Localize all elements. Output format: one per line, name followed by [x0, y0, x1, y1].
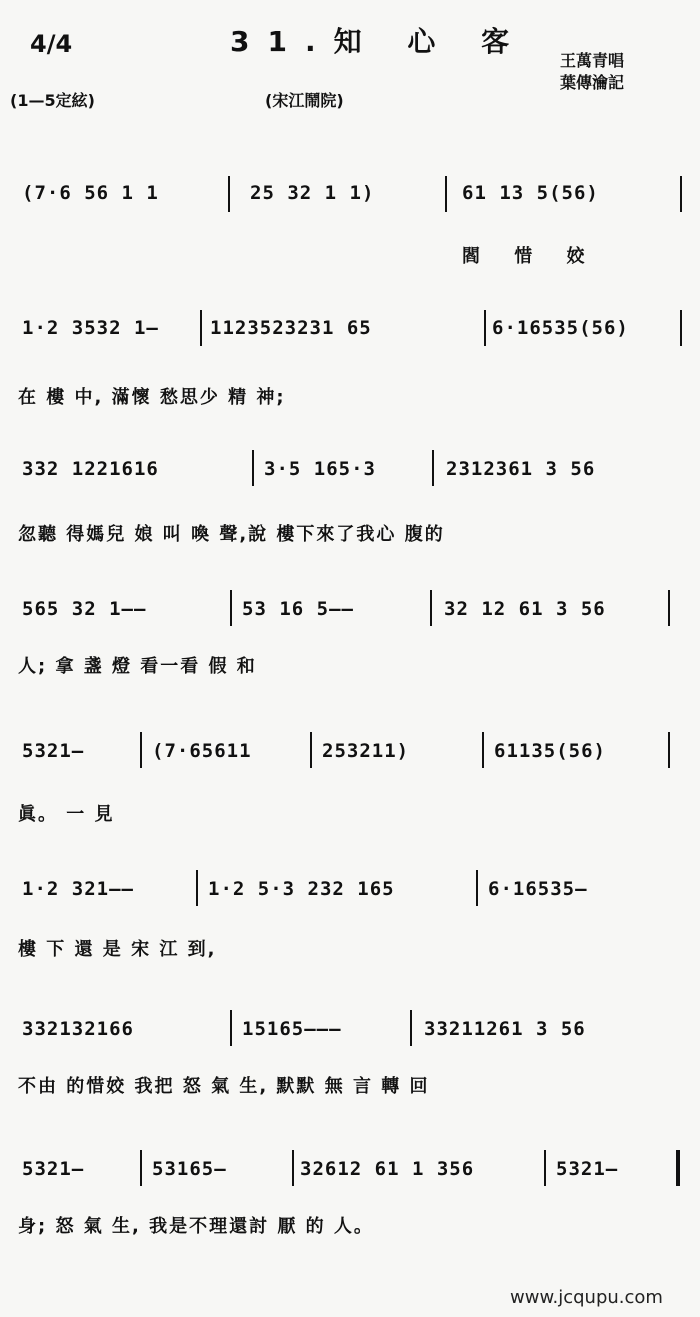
system-8-measure-1: 5321— — [22, 1158, 85, 1180]
system-4-lyrics: 人; 拿 盞 燈 看一看 假 和 — [18, 656, 257, 677]
credit-recorder: 葉傳瀹記 — [560, 73, 625, 92]
barline — [410, 1010, 412, 1046]
system-8-measure-3: 32612 61 1 356 — [300, 1158, 475, 1180]
barline — [200, 310, 202, 346]
system-7-lyrics: 不由 的惜姣 我把 怒 氣 生, 默默 無 言 轉 回 — [18, 1076, 430, 1097]
barline — [544, 1150, 546, 1186]
system-2-lyrics: 在 樓 中, 滿懷 愁思少 精 神; — [18, 387, 286, 408]
barline — [445, 176, 447, 212]
barline — [252, 450, 254, 486]
system-2-measure-3: 6·16535(56) — [492, 317, 629, 339]
subtitle: (宋江鬧院) — [265, 91, 344, 110]
watermark: www.jcqupu.com — [510, 1287, 663, 1308]
system-2-measure-1: 1·2 3532 1— — [22, 317, 159, 339]
system-8-lyrics: 身; 怒 氣 生, 我是不理還討 厭 的 人。 — [18, 1216, 374, 1237]
tuning-note: (1—5定絃) — [10, 91, 95, 110]
system-4-measure-3: 32 12 61 3 56 — [444, 598, 606, 620]
system-5-measure-4: 61135(56) — [494, 740, 606, 762]
barline — [432, 450, 434, 486]
system-7-measure-3: 33211261 3 56 — [424, 1018, 586, 1040]
system-6-lyrics: 樓 下 還 是 宋 江 到, — [18, 939, 217, 960]
system-1-lyrics: 閻 惜 姣 — [462, 246, 599, 267]
system-5-measure-2: (7·65611 — [152, 740, 252, 762]
final-barline — [676, 1150, 680, 1186]
system-7-measure-1: 332132166 — [22, 1018, 134, 1040]
system-8-measure-4: 5321— — [556, 1158, 619, 1180]
system-6-measure-2: 1·2 5·3 232 165 — [208, 878, 395, 900]
system-3-measure-3: 2312361 3 56 — [446, 458, 596, 480]
credit-singer: 王萬青唱 — [560, 51, 625, 70]
barline — [430, 590, 432, 626]
system-2-measure-2: 1123523231 65 — [210, 317, 372, 339]
system-3-lyrics: 忽聽 得媽兒 娘 叫 喚 聲,說 樓下來了我心 腹的 — [18, 524, 445, 545]
barline — [482, 732, 484, 768]
system-5-measure-3: 253211) — [322, 740, 410, 762]
barline — [292, 1150, 294, 1186]
barline — [680, 310, 682, 346]
system-1-measure-1: (7·6 56 1 1 — [22, 182, 159, 204]
time-signature: 4/4 — [30, 30, 73, 58]
system-4-measure-1: 565 32 1—— — [22, 598, 147, 620]
system-5-lyrics: 眞。 一 見 — [18, 804, 115, 825]
system-6-measure-3: 6·16535— — [488, 878, 588, 900]
barline — [196, 870, 198, 906]
barline — [680, 176, 682, 212]
system-6-measure-1: 1·2 321—— — [22, 878, 134, 900]
system-8-measure-2: 53165— — [152, 1158, 227, 1180]
system-3-measure-1: 332 1221616 — [22, 458, 159, 480]
system-4-measure-2: 53 16 5—— — [242, 598, 354, 620]
barline — [484, 310, 486, 346]
barline — [140, 732, 142, 768]
system-5-measure-1: 5321— — [22, 740, 85, 762]
system-1-measure-3: 61 13 5(56) — [462, 182, 599, 204]
system-7-measure-2: 15165——— — [242, 1018, 342, 1040]
barline — [140, 1150, 142, 1186]
barline — [230, 590, 232, 626]
system-1-measure-2: 25 32 1 1) — [250, 182, 375, 204]
barline — [668, 732, 670, 768]
barline — [668, 590, 670, 626]
barline — [310, 732, 312, 768]
page-title: 31.知 心 客 — [230, 25, 528, 58]
barline — [228, 176, 230, 212]
barline — [476, 870, 478, 906]
system-3-measure-2: 3·5 165·3 — [264, 458, 376, 480]
barline — [230, 1010, 232, 1046]
